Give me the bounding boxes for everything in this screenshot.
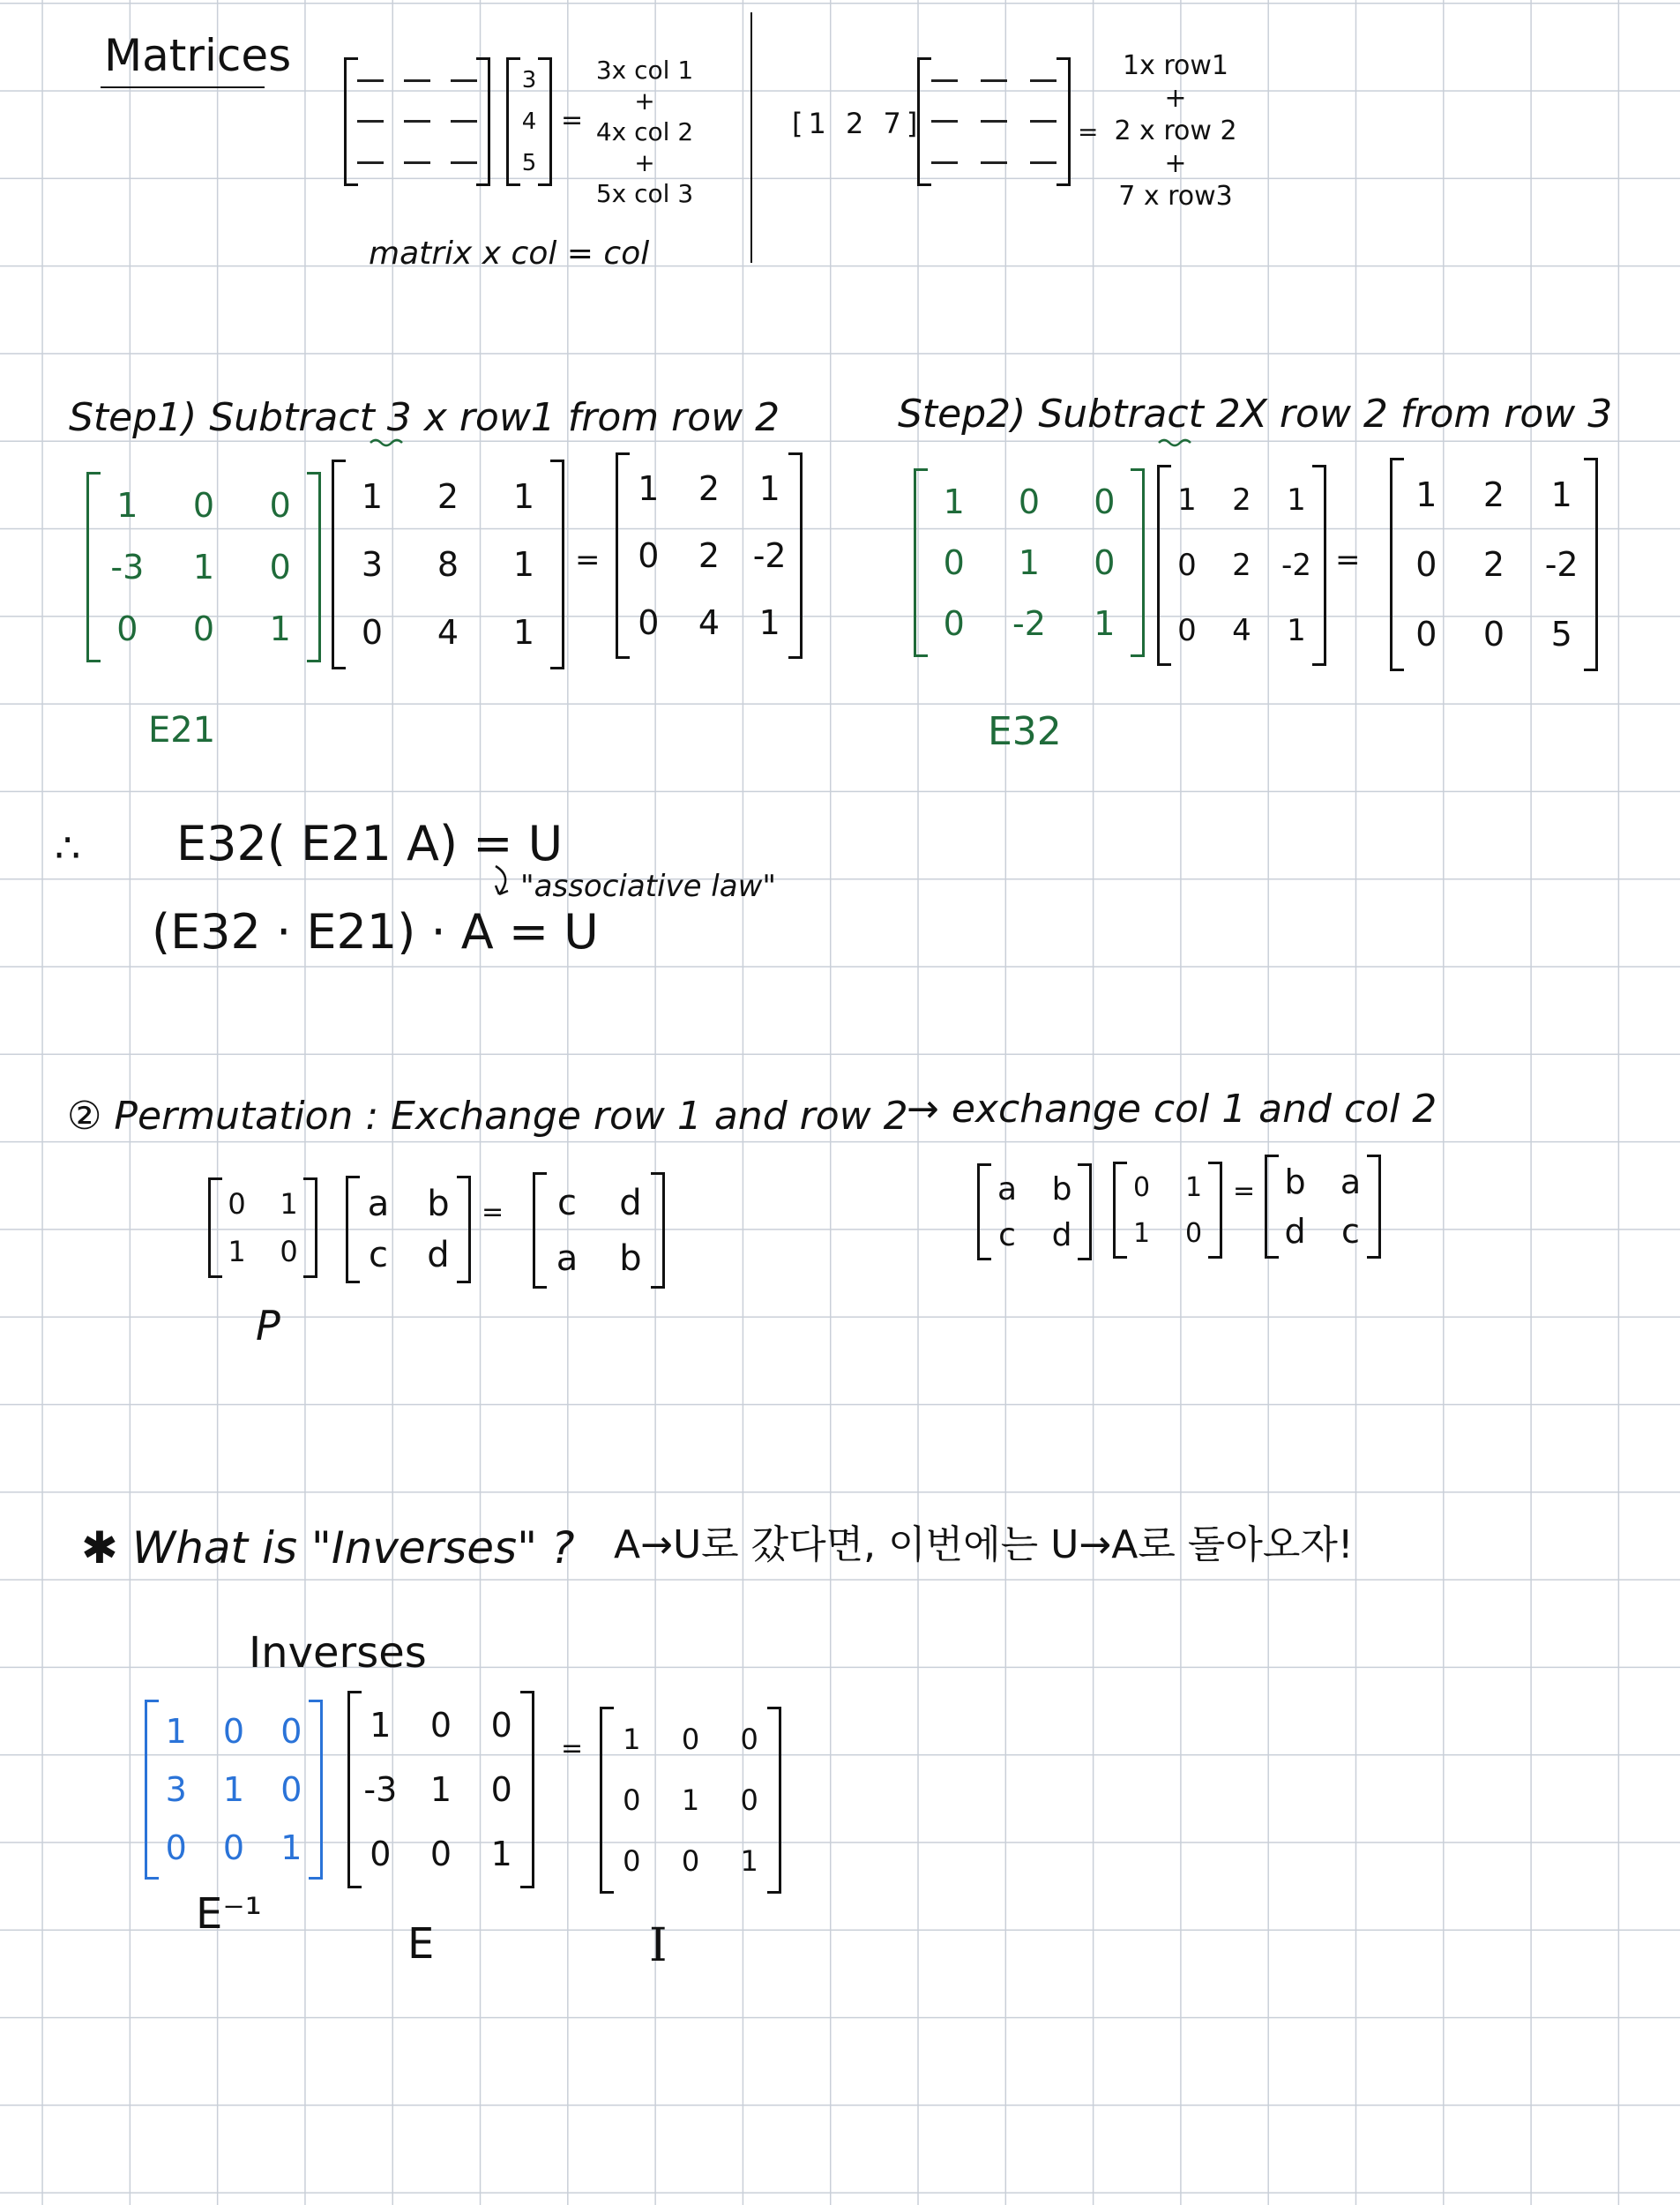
step1-E-name: E21	[148, 710, 216, 751]
equation-line2: (E32 · E21) · A = U	[152, 904, 599, 960]
I-name: I	[649, 1919, 668, 1972]
equals-sign-right: =	[1078, 117, 1099, 146]
E-inverse-name: E⁻¹	[196, 1889, 262, 1939]
step2-A-matrix: 1 2 1 0 2 -2 0 4 1	[1157, 467, 1326, 663]
row-combination: 1x row1 + 2 x row 2 + 7 x row3	[1114, 50, 1237, 212]
therefore-symbol: ∴	[55, 824, 81, 871]
step2-E-name: E32	[988, 709, 1062, 754]
col-exchange-equals: =	[1233, 1176, 1256, 1207]
permutation-label: ② Permutation : Exchange row 1 and row 2	[67, 1094, 908, 1139]
associative-law-note: "associative law"	[520, 869, 777, 904]
E-name: E	[407, 1919, 435, 1969]
step1-equals: =	[575, 542, 601, 578]
equals-sign: =	[561, 105, 584, 136]
step1-A-matrix: 1 2 1 3 8 1 0 4 1	[332, 462, 564, 667]
page-title: Matrices	[104, 30, 292, 81]
E-matrix: 1 0 0 -3 1 0 0 0 1	[347, 1693, 534, 1886]
identity-matrix: 1 0 0 0 1 0 0 0 1	[600, 1709, 781, 1891]
associative-arrow-icon	[490, 864, 517, 903]
column-vector: 3 4 5	[506, 60, 552, 183]
inverses-question: ✱ What is "Inverses" ?	[81, 1522, 575, 1573]
col-exchange-result-matrix: b a d c	[1265, 1157, 1381, 1256]
col-exchange-M-matrix: a b c d	[977, 1166, 1092, 1258]
step1-squiggle	[369, 436, 404, 448]
inverse-equals: =	[561, 1733, 584, 1764]
dash-matrix-right	[917, 60, 1071, 183]
col-exchange-P-matrix: 0 1 1 0	[1113, 1164, 1222, 1256]
title-underline	[101, 86, 265, 88]
column-combination: 3x col 1 + 4x col 2 + 5x col 3	[595, 56, 694, 208]
permutation-P-name: P	[256, 1302, 280, 1349]
inverses-heading: Inverses	[249, 1628, 427, 1678]
step2-E-matrix: 1 0 0 0 1 0 0 -2 1	[914, 471, 1145, 654]
row-vector: [1 2 7]	[792, 107, 923, 140]
step2-result-matrix: 1 2 1 0 2 -2 0 0 5	[1390, 460, 1598, 669]
permutation-M-matrix: a b c d	[346, 1178, 471, 1281]
matrix-col-caption: matrix x col = col	[369, 235, 650, 272]
dash-matrix	[344, 60, 490, 183]
permutation-result-matrix: c d a b	[533, 1175, 665, 1286]
permutation-equals: =	[482, 1197, 504, 1228]
step2-equals: =	[1335, 542, 1361, 578]
permutation-P-matrix: 0 1 1 0	[208, 1180, 317, 1275]
inverses-korean-note: A→U로 갔다면, 이번에는 U→A로 돌아오자!	[614, 1522, 1354, 1567]
inverse-E-matrix: 1 0 0 3 1 0 0 0 1	[145, 1702, 323, 1877]
vertical-divider	[750, 12, 752, 263]
step1-result-matrix: 1 2 1 0 2 -2 0 4 1	[616, 455, 803, 656]
step2-squiggle	[1157, 436, 1192, 448]
step2-label: Step2) Subtract 2X row 2 from row 3	[898, 392, 1613, 437]
step1-E-matrix: 1 0 0 -3 1 0 0 0 1	[86, 475, 321, 660]
equation-line1: E32( E21 A) = U	[176, 816, 564, 871]
step1-label: Step1) Subtract 3 x row1 from row 2	[69, 395, 780, 440]
col-exchange-label: → exchange col 1 and col 2	[907, 1087, 1437, 1132]
